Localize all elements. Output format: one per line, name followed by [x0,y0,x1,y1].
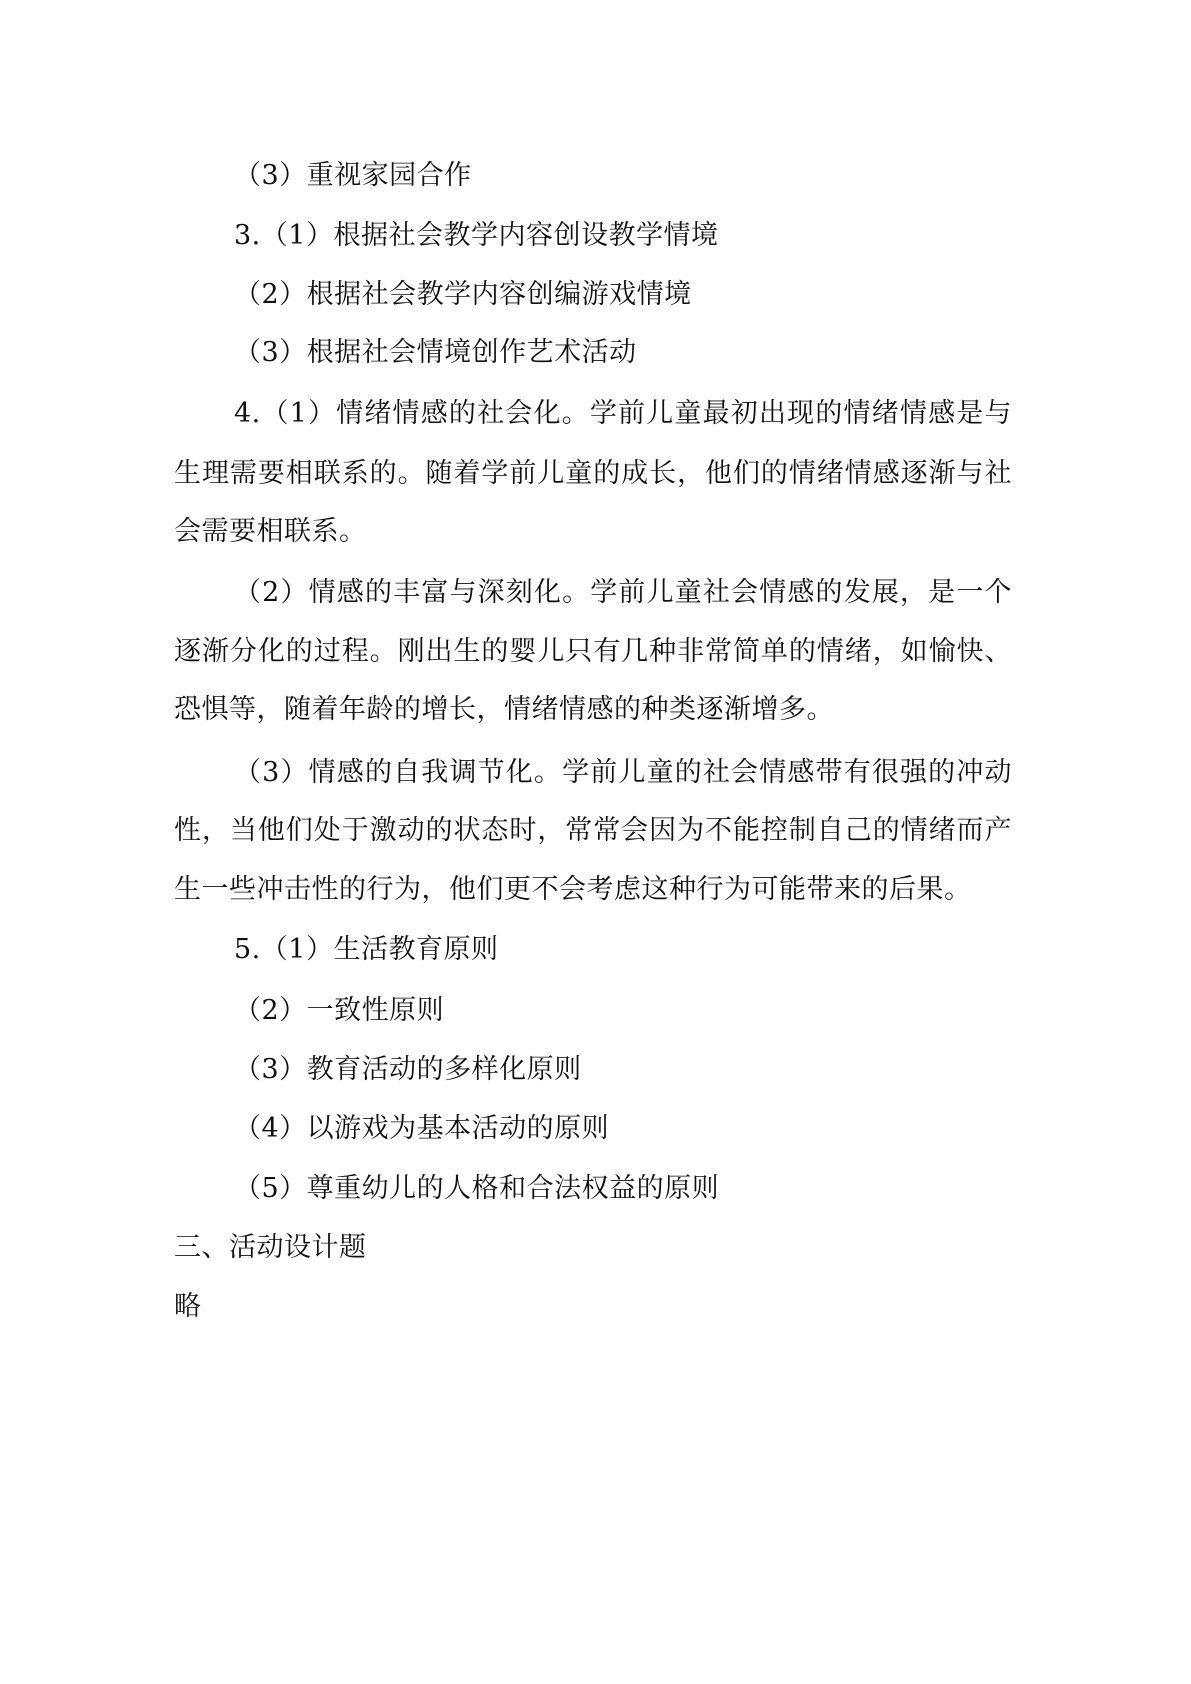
list-item-5-3: （3）教育活动的多样化原则 [234,1054,582,1085]
paragraph-4-3-line-3: 生一些冲击性的行为，他们更不会考虑这种行为可能带来的后果。 [174,874,972,905]
list-item-3-2: （2）根据社会教学内容创编游戏情境 [234,279,692,310]
answer-omitted: 略 [174,1291,202,1322]
paragraph-4-3-line-1: （3）情感的自我调节化。学前儿童的社会情感带有很强的冲动 [234,757,1012,788]
paragraph-4-1-line-2: 生理需要相联系的。随着学前儿童的成长，他们的情绪情感逐渐与社 [174,458,1012,489]
paragraph-4-2-line-1: （2）情感的丰富与深刻化。学前儿童社会情感的发展，是一个 [234,577,1012,608]
list-item-5-1: 5.（1）生活教育原则 [234,934,499,965]
paragraph-4-2-line-2: 逐渐分化的过程。刚出生的婴儿只有几种非常简单的情绪，如愉快、 [174,636,1012,667]
list-item-3-3-home-cooperation: （3）重视家园合作 [234,160,472,191]
paragraph-4-1-line-3: 会需要相联系。 [174,516,367,547]
list-item-5-5: （5）尊重幼儿的人格和合法权益的原则 [234,1173,720,1204]
paragraph-4-3-line-2: 性，当他们处于激动的状态时，常常会因为不能控制自己的情绪而产 [174,815,1012,846]
list-item-3-3: （3）根据社会情境创作艺术活动 [234,337,637,368]
section-heading-activity-design: 三、活动设计题 [174,1232,367,1263]
paragraph-4-2-line-3: 恐惧等，随着年龄的增长，情绪情感的种类逐渐增多。 [174,694,834,725]
list-item-5-4: （4）以游戏为基本活动的原则 [234,1113,610,1144]
paragraph-4-1-line-1: 4.（1）情绪情感的社会化。学前儿童最初出现的情绪情感是与 [234,398,1012,429]
list-item-3-1: 3.（1）根据社会教学内容创设教学情境 [234,220,719,251]
list-item-5-2: （2）一致性原则 [234,995,445,1026]
